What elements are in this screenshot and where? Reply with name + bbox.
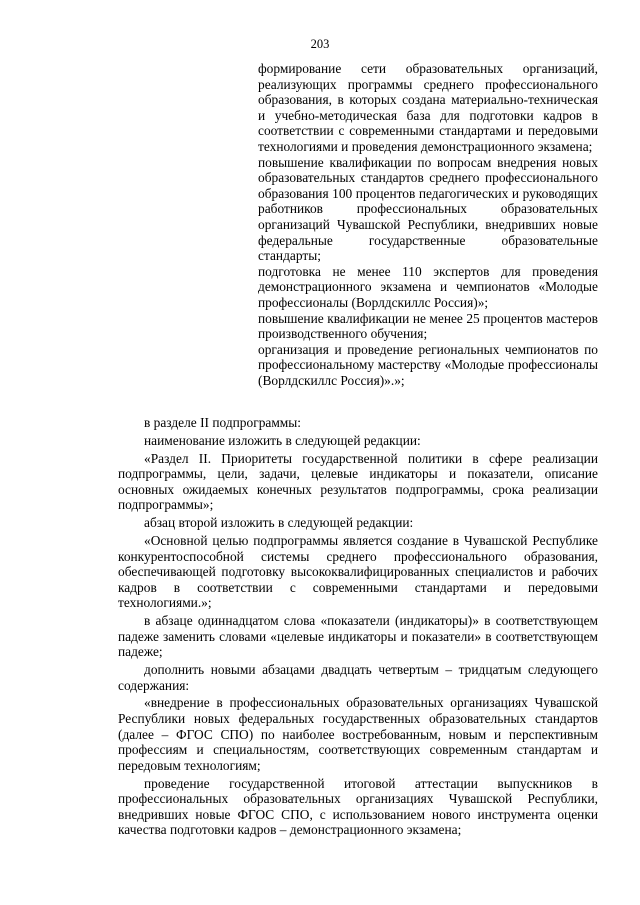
- column-paragraph: подготовка не менее 110 экспертов для проведения демонстрационного экзамена и чемпионатов «Молодые профессионалы (Ворлдскиллс Россия)»;: [258, 263, 598, 310]
- quoted-text-column: [258, 61, 598, 388]
- body-paragraph: абзац второй изложить в следующей редакции:: [144, 515, 414, 531]
- column-paragraph: повышение квалификации по вопросам внедрения новых образовательных стандартов среднего профессионального образования 100 процентов педагогических и руководящих работников профессиональных образовательных организаций Чувашской Республики, внедривших новые федеральные государственные образовательные стандарты;: [258, 154, 598, 264]
- body-paragraph: наименование изложить в следующей редакции:: [144, 432, 421, 448]
- body-paragraph: дополнить новыми абзацами двадцать четвертым – тридцатым следующего содержания:: [118, 662, 598, 693]
- body-paragraph: в абзаце одиннадцатом слова «показатели (индикаторы)» в соответствующем падеже заменить словами «целевые индикаторы и показатели» в соответствующем падеже;: [118, 613, 598, 660]
- column-paragraph: организация и проведение региональных чемпионатов по профессиональному мастерству «Молодые профессионалы (Ворлдскиллс Россия)».»;: [258, 341, 598, 388]
- column-paragraph: формирование сети образовательных организаций, реализующих программы среднего профессионального образования, в которых создана материально-техническая и учебно-методическая база для подготовки кадров в соответствии с современными стандартами и передовыми технологиями и проведения демонстрационного экзамена;: [258, 61, 598, 154]
- body-paragraph: «Раздел II. Приоритеты государственной политики в сфере реализации подпрограммы, цели, задачи, целевые индикаторы и показатели, описание основных ожидаемых конечных результатов подпрограммы, срока реализации подпрограммы»;: [118, 450, 598, 513]
- body-paragraph: «внедрение в профессиональных образовательных организациях Чувашской Республики новых федеральных государственных образовательных стандартов (далее – ФГОС СПО) по наиболее востребованным, новым и перспективным профессиям и специальностям, соответствующих современным стандартам и передовым технологиям;: [118, 695, 598, 773]
- column-paragraph: повышение квалификации не менее 25 процентов мастеров производственного обучения;: [258, 310, 598, 342]
- body-text: [118, 415, 598, 840]
- body-paragraph: «Основной целью подпрограммы является создание в Чувашской Республике конкурентоспособной системы среднего профессионального образования, обеспечивающей подготовку высококвалифицированных специалистов и рабочих кадров в соответствии с современными стандартами и передовыми технологиями.»;: [118, 532, 598, 611]
- body-paragraph: проведение государственной итоговой аттестации выпускников в профессиональных образовательных организациях Чувашской Республики, внедривших новые ФГОС СПО, с использованием нового инструмента оценки качества подготовки кадров – демонстрационного экзамена;: [118, 775, 598, 838]
- body-paragraph: в разделе II подпрограммы:: [144, 415, 301, 430]
- page-number: 203: [310, 37, 330, 51]
